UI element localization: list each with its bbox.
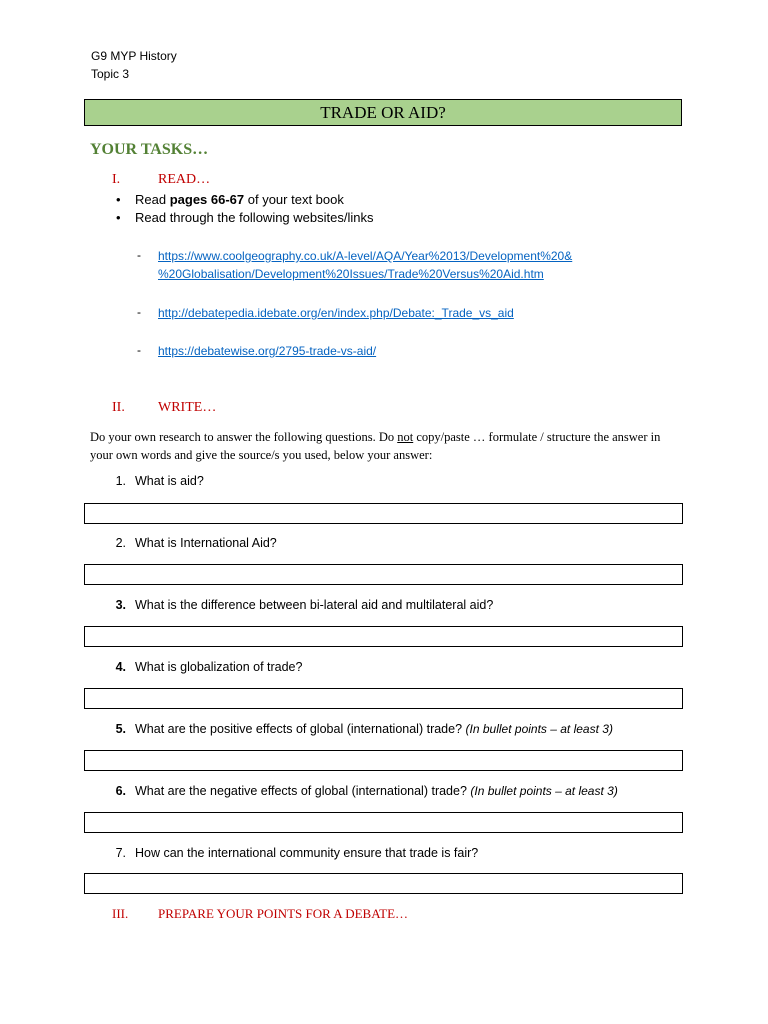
question-text — [135, 474, 204, 488]
write-instructions — [90, 428, 680, 464]
dash-marker: - — [137, 343, 141, 357]
topic-label: Topic 3 — [91, 67, 130, 81]
question-note: (In bullet points – at least 3) — [470, 784, 618, 798]
question-number: 2. — [115, 536, 126, 550]
section-write-title: WRITE… — [158, 400, 217, 415]
bullet-icon: • — [116, 210, 121, 225]
instructions-part-a: Do your own research to answer the following questions. Do — [90, 430, 398, 444]
section-write-number: II. — [112, 400, 125, 415]
question-note: (In bullet points – at least 3) — [465, 722, 613, 736]
link-coolgeography-line2[interactable]: %20Globalisation/Development%20Issues/Trade%20Versus%20Aid.htm — [158, 267, 544, 281]
question-text — [135, 722, 613, 736]
question-text — [135, 598, 493, 612]
section-prepare-title: PREPARE YOUR POINTS FOR A DEBATE… — [158, 906, 409, 921]
question-label: What are the negative effects of global (international) trade? — [135, 784, 467, 798]
question-number: 5. — [115, 722, 126, 736]
tasks-heading: YOUR TASKS… — [90, 141, 209, 158]
question-text — [135, 784, 618, 798]
read-pages-range: pages 66-67 — [169, 192, 245, 207]
question-text — [135, 536, 277, 550]
section-read-number: I. — [112, 172, 121, 187]
read-pages-suffix: of your text book — [244, 192, 344, 207]
section-read-title: READ… — [158, 172, 211, 187]
dash-marker: - — [137, 248, 141, 262]
answer-box-7[interactable] — [84, 873, 683, 894]
link-debatepedia[interactable]: http://debatepedia.idebate.org/en/index.php/Debate:_Trade_vs_aid — [158, 306, 514, 320]
page-title-text: TRADE OR AID? — [320, 102, 446, 122]
answer-box-5[interactable] — [84, 750, 683, 771]
question-label: What are the positive effects of global (international) trade? — [135, 722, 463, 736]
course-label: G9 MYP History — [91, 49, 177, 63]
answer-box-1[interactable] — [84, 503, 683, 524]
answer-box-2[interactable] — [84, 564, 683, 585]
dash-marker: - — [137, 305, 141, 319]
question-number: 3. — [115, 598, 126, 612]
answer-box-6[interactable] — [84, 812, 683, 833]
section-prepare-number: III. — [112, 906, 129, 921]
question-label: What is the difference between bi-lateral aid and multilateral aid? — [135, 598, 494, 612]
question-number: 7. — [115, 846, 126, 860]
read-pages-prefix: Read — [135, 192, 170, 207]
answer-box-3[interactable] — [84, 626, 683, 647]
question-text — [135, 846, 478, 860]
question-label: What is globalization of trade? — [135, 660, 303, 674]
question-label: How can the international community ensure that trade is fair? — [135, 846, 479, 860]
link-debatewise[interactable]: https://debatewise.org/2795-trade-vs-aid/ — [158, 344, 377, 358]
question-number: 1. — [115, 474, 126, 488]
read-pages-item — [135, 192, 344, 207]
read-websites-item: Read through the following websites/links — [135, 210, 374, 225]
question-number: 4. — [115, 660, 126, 674]
bullet-icon: • — [116, 192, 121, 207]
question-number: 6. — [115, 784, 126, 798]
answer-box-4[interactable] — [84, 688, 683, 709]
instructions-not: not — [397, 430, 414, 444]
instructions-part-b: copy/paste … formulate / structure the answer in your own words and give the source/s you used, below your answer: — [90, 430, 661, 462]
link-coolgeography-line1[interactable]: https://www.coolgeography.co.uk/A-level/AQA/Year%2013/Development%20& — [158, 249, 573, 263]
question-label: What is International Aid? — [135, 536, 277, 550]
question-label: What is aid? — [135, 474, 204, 488]
page-title — [84, 99, 682, 126]
question-text — [135, 660, 302, 674]
